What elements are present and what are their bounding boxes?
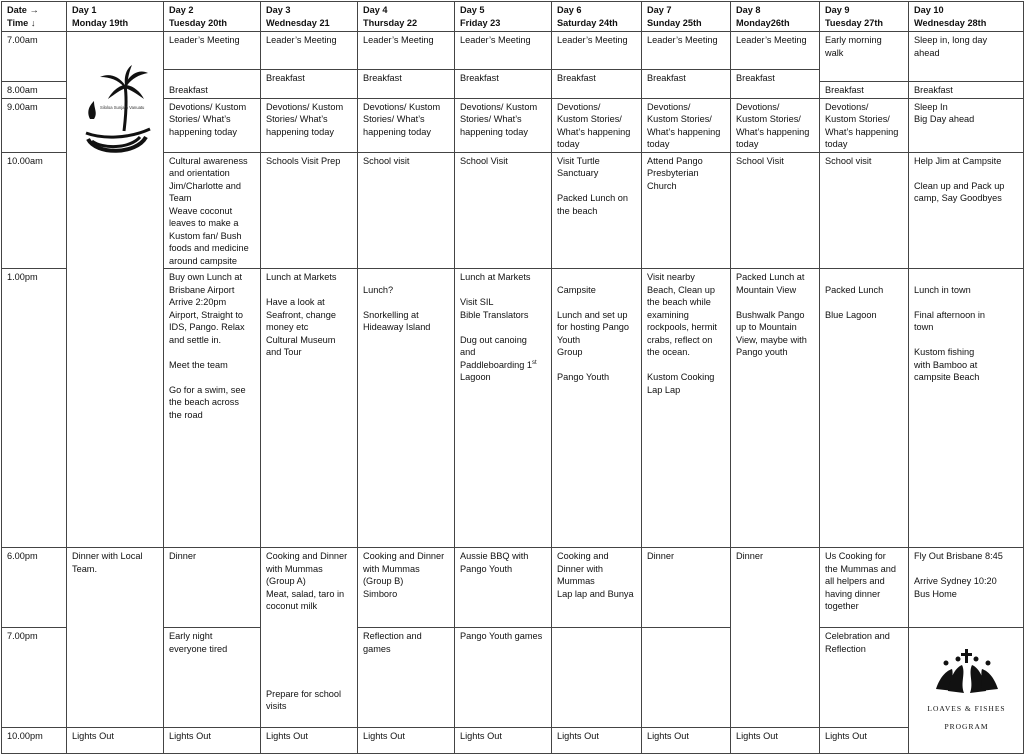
time-label: 8.00am: [2, 82, 67, 99]
schedule-cell: Visit nearby Beach, Clean up the beach while examining rockpools, hermit crabs, reflect on the ocean. Kustom Cooking Lap Lap: [642, 269, 731, 548]
schedule-cell: School visit: [820, 152, 909, 269]
schedule-cell: Devotions/ Kustom Stories/ What’s happening today: [820, 98, 909, 152]
day-header: Day 4 Thursday 22: [358, 2, 455, 32]
time-label: 9.00am: [2, 98, 67, 152]
schedule-cell: Cooking and Dinner with Mummas (Group B) Simboro: [358, 548, 455, 628]
time-label: 7.00pm: [2, 628, 67, 728]
loaves-fishes-text: LOAVES & FISHES PROGRAM: [927, 703, 1006, 731]
schedule-cell: Campsite Lunch and set up for hosting Pango Youth Group Pango Youth: [552, 269, 642, 548]
time-label: 10.00pm: [2, 728, 67, 754]
schedule-cell: Leader’s Meeting: [731, 32, 820, 70]
day-header: Day 9 Tuesday 27th: [820, 2, 909, 32]
time-label: 1.00pm: [2, 269, 67, 548]
day-header: Day 3 Wednesday 21: [261, 2, 358, 32]
schedule-cell: Lights Out: [455, 728, 552, 754]
schedule-cell: Aussie BBQ with Pango Youth: [455, 548, 552, 628]
schedule-cell: Breakfast: [731, 70, 820, 99]
schedule-cell: [552, 628, 642, 728]
schedule-cell: Lights Out: [731, 728, 820, 754]
day-header: Day 2 Tuesday 20th: [164, 2, 261, 32]
schedule-cell: Early morning walk: [820, 32, 909, 82]
schedule-cell: Cultural awareness and orientation Jim/Charlotte and Team Weave coconut leaves to make a Kustom fan/ Bush foods and medicine around campsite: [164, 152, 261, 269]
schedule-cell: Pango Youth games: [455, 628, 552, 728]
cross-figures-icon: [932, 649, 1002, 695]
schedule-cell: Visit Turtle Sanctuary Packed Lunch on the beach: [552, 152, 642, 269]
schedule-cell: Devotions/ Kustom Stories/ What’s happening today: [552, 98, 642, 152]
schedule-cell: School Visit: [731, 152, 820, 269]
time-label: 10.00am: [2, 152, 67, 269]
palm-tree-lamp-icon: [80, 61, 152, 157]
itinerary-table: [1, 1, 1024, 754]
schedule-cell: Dinner: [731, 548, 820, 728]
schedule-cell: Lights Out: [552, 728, 642, 754]
schedule-cell: Help Jim at Campsite Clean up and Pack up camp, Say Goodbyes: [909, 152, 1024, 269]
schedule-cell: Lunch at Markets Have a look at Seafront, change money etc Cultural Museum and Tour: [261, 269, 358, 548]
schedule-cell: Cooking and Dinner with Mummas Lap lap and Bunya: [552, 548, 642, 628]
schedule-cell: Lunch at Markets Visit SIL Bible Translators Dug out canoing and Paddleboarding 1st Lagoon: [455, 269, 552, 548]
schedule-cell: Breakfast: [164, 70, 261, 99]
schedule-cell: Breakfast: [455, 70, 552, 99]
loaves-fishes-logo: [914, 643, 1019, 740]
schedule-cell: Us Cooking for the Mummas and all helpers and having dinner together: [820, 548, 909, 628]
schedule-cell: Lights Out: [261, 728, 358, 754]
schedule-cell: Breakfast: [642, 70, 731, 99]
schedule-cell: Sleep In Big Day ahead: [909, 98, 1024, 152]
time-label: 6.00pm: [2, 548, 67, 628]
day-header: Day 7 Sunday 25th: [642, 2, 731, 32]
schedule-cell: Devotions/ Kustom Stories/ What’s happening today: [642, 98, 731, 152]
schedule-cell: Dinner: [164, 548, 261, 628]
schedule-cell: Breakfast: [820, 82, 909, 99]
schedule-cell: School visit: [358, 152, 455, 269]
schedule-cell: Lights Out: [642, 728, 731, 754]
header-row: [2, 2, 1024, 32]
schedule-cell: Fly Out Brisbane 8:45 Arrive Sydney 10:20 Bus Home: [909, 548, 1024, 628]
schedule-cell: Packed Lunch at Mountain View Bushwalk Pango up to Mountain View, maybe with Pango youth: [731, 269, 820, 548]
schedule-cell: Breakfast: [552, 70, 642, 99]
schedule-cell: Sleep in, long day ahead: [909, 32, 1024, 82]
schedule-cell: Lights Out: [358, 728, 455, 754]
schedule-cell: Devotions/ Kustom Stories/ What’s happening today: [731, 98, 820, 152]
schedule-cell: Reflection and games: [358, 628, 455, 728]
schedule-cell: Leader’s Meeting: [455, 32, 552, 70]
schedule-cell: Breakfast: [909, 82, 1024, 99]
schedule-cell: Breakfast: [358, 70, 455, 99]
corner-header: Date → Time ↓: [2, 2, 67, 32]
day-header: Day 1 Monday 19th: [67, 2, 164, 32]
schedule-cell: Devotions/ Kustom Stories/ What’s happening today: [358, 98, 455, 152]
schedule-cell: Schools Visit Prep: [261, 152, 358, 269]
sunjam-logo: [72, 47, 159, 157]
schedule-cell: Lunch in town Final afternoon in town Kustom fishing with Bamboo at campsite Beach: [909, 269, 1024, 548]
row-7am: [2, 32, 1024, 70]
schedule-cell: Leader’s Meeting: [164, 32, 261, 70]
schedule-cell: Celebration and Reflection: [820, 628, 909, 728]
schedule-cell: [642, 628, 731, 728]
schedule-cell: Dinner with Local Team.: [67, 548, 164, 728]
schedule-cell: Buy own Lunch at Brisbane Airport Arrive 2:20pm Airport, Straight to IDS, Pango. Relax and settle in. Meet the team Go for a swim, see the beach across the road: [164, 269, 261, 548]
schedule-cell: Devotions/ Kustom Stories/ What’s happening today: [455, 98, 552, 152]
schedule-cell: Leader’s Meeting: [261, 32, 358, 70]
loaves-fishes-logo-cell: [909, 628, 1024, 754]
schedule-cell: Lights Out: [67, 728, 164, 754]
day-header: Day 8 Monday26th: [731, 2, 820, 32]
schedule-cell: Lights Out: [820, 728, 909, 754]
schedule-cell: Packed Lunch Blue Lagoon: [820, 269, 909, 548]
schedule-cell: Attend Pango Presbyterian Church: [642, 152, 731, 269]
schedule-cell: Leader’s Meeting: [358, 32, 455, 70]
schedule-cell: School Visit: [455, 152, 552, 269]
schedule-cell: Lunch? Snorkelling at Hideaway Island: [358, 269, 455, 548]
day-header: Day 10 Wednesday 28th: [909, 2, 1024, 32]
schedule-cell: Dinner: [642, 548, 731, 628]
row-10pm: [2, 728, 1024, 754]
schedule-cell: Breakfast: [261, 70, 358, 99]
time-label: 7.00am: [2, 32, 67, 82]
schedule-cell: Devotions/ Kustom Stories/ What’s happening today: [164, 98, 261, 152]
schedule-cell: Early night everyone tired: [164, 628, 261, 728]
schedule-cell: Devotions/ Kustom Stories/ What’s happening today: [261, 98, 358, 152]
day-header: Day 6 Saturday 24th: [552, 2, 642, 32]
logo-text: Siloloa Sunjam Vanuatu: [99, 104, 144, 110]
day1-logo-cell: [67, 32, 164, 548]
schedule-cell: Cooking and Dinner with Mummas (Group A) Meat, salad, taro in coconut milk Prepare for school visits: [261, 548, 358, 728]
schedule-cell: Leader’s Meeting: [642, 32, 731, 70]
day-header: Day 5 Friday 23: [455, 2, 552, 32]
schedule-cell: Lights Out: [164, 728, 261, 754]
row-6pm: [2, 548, 1024, 628]
schedule-cell: Leader’s Meeting: [552, 32, 642, 70]
